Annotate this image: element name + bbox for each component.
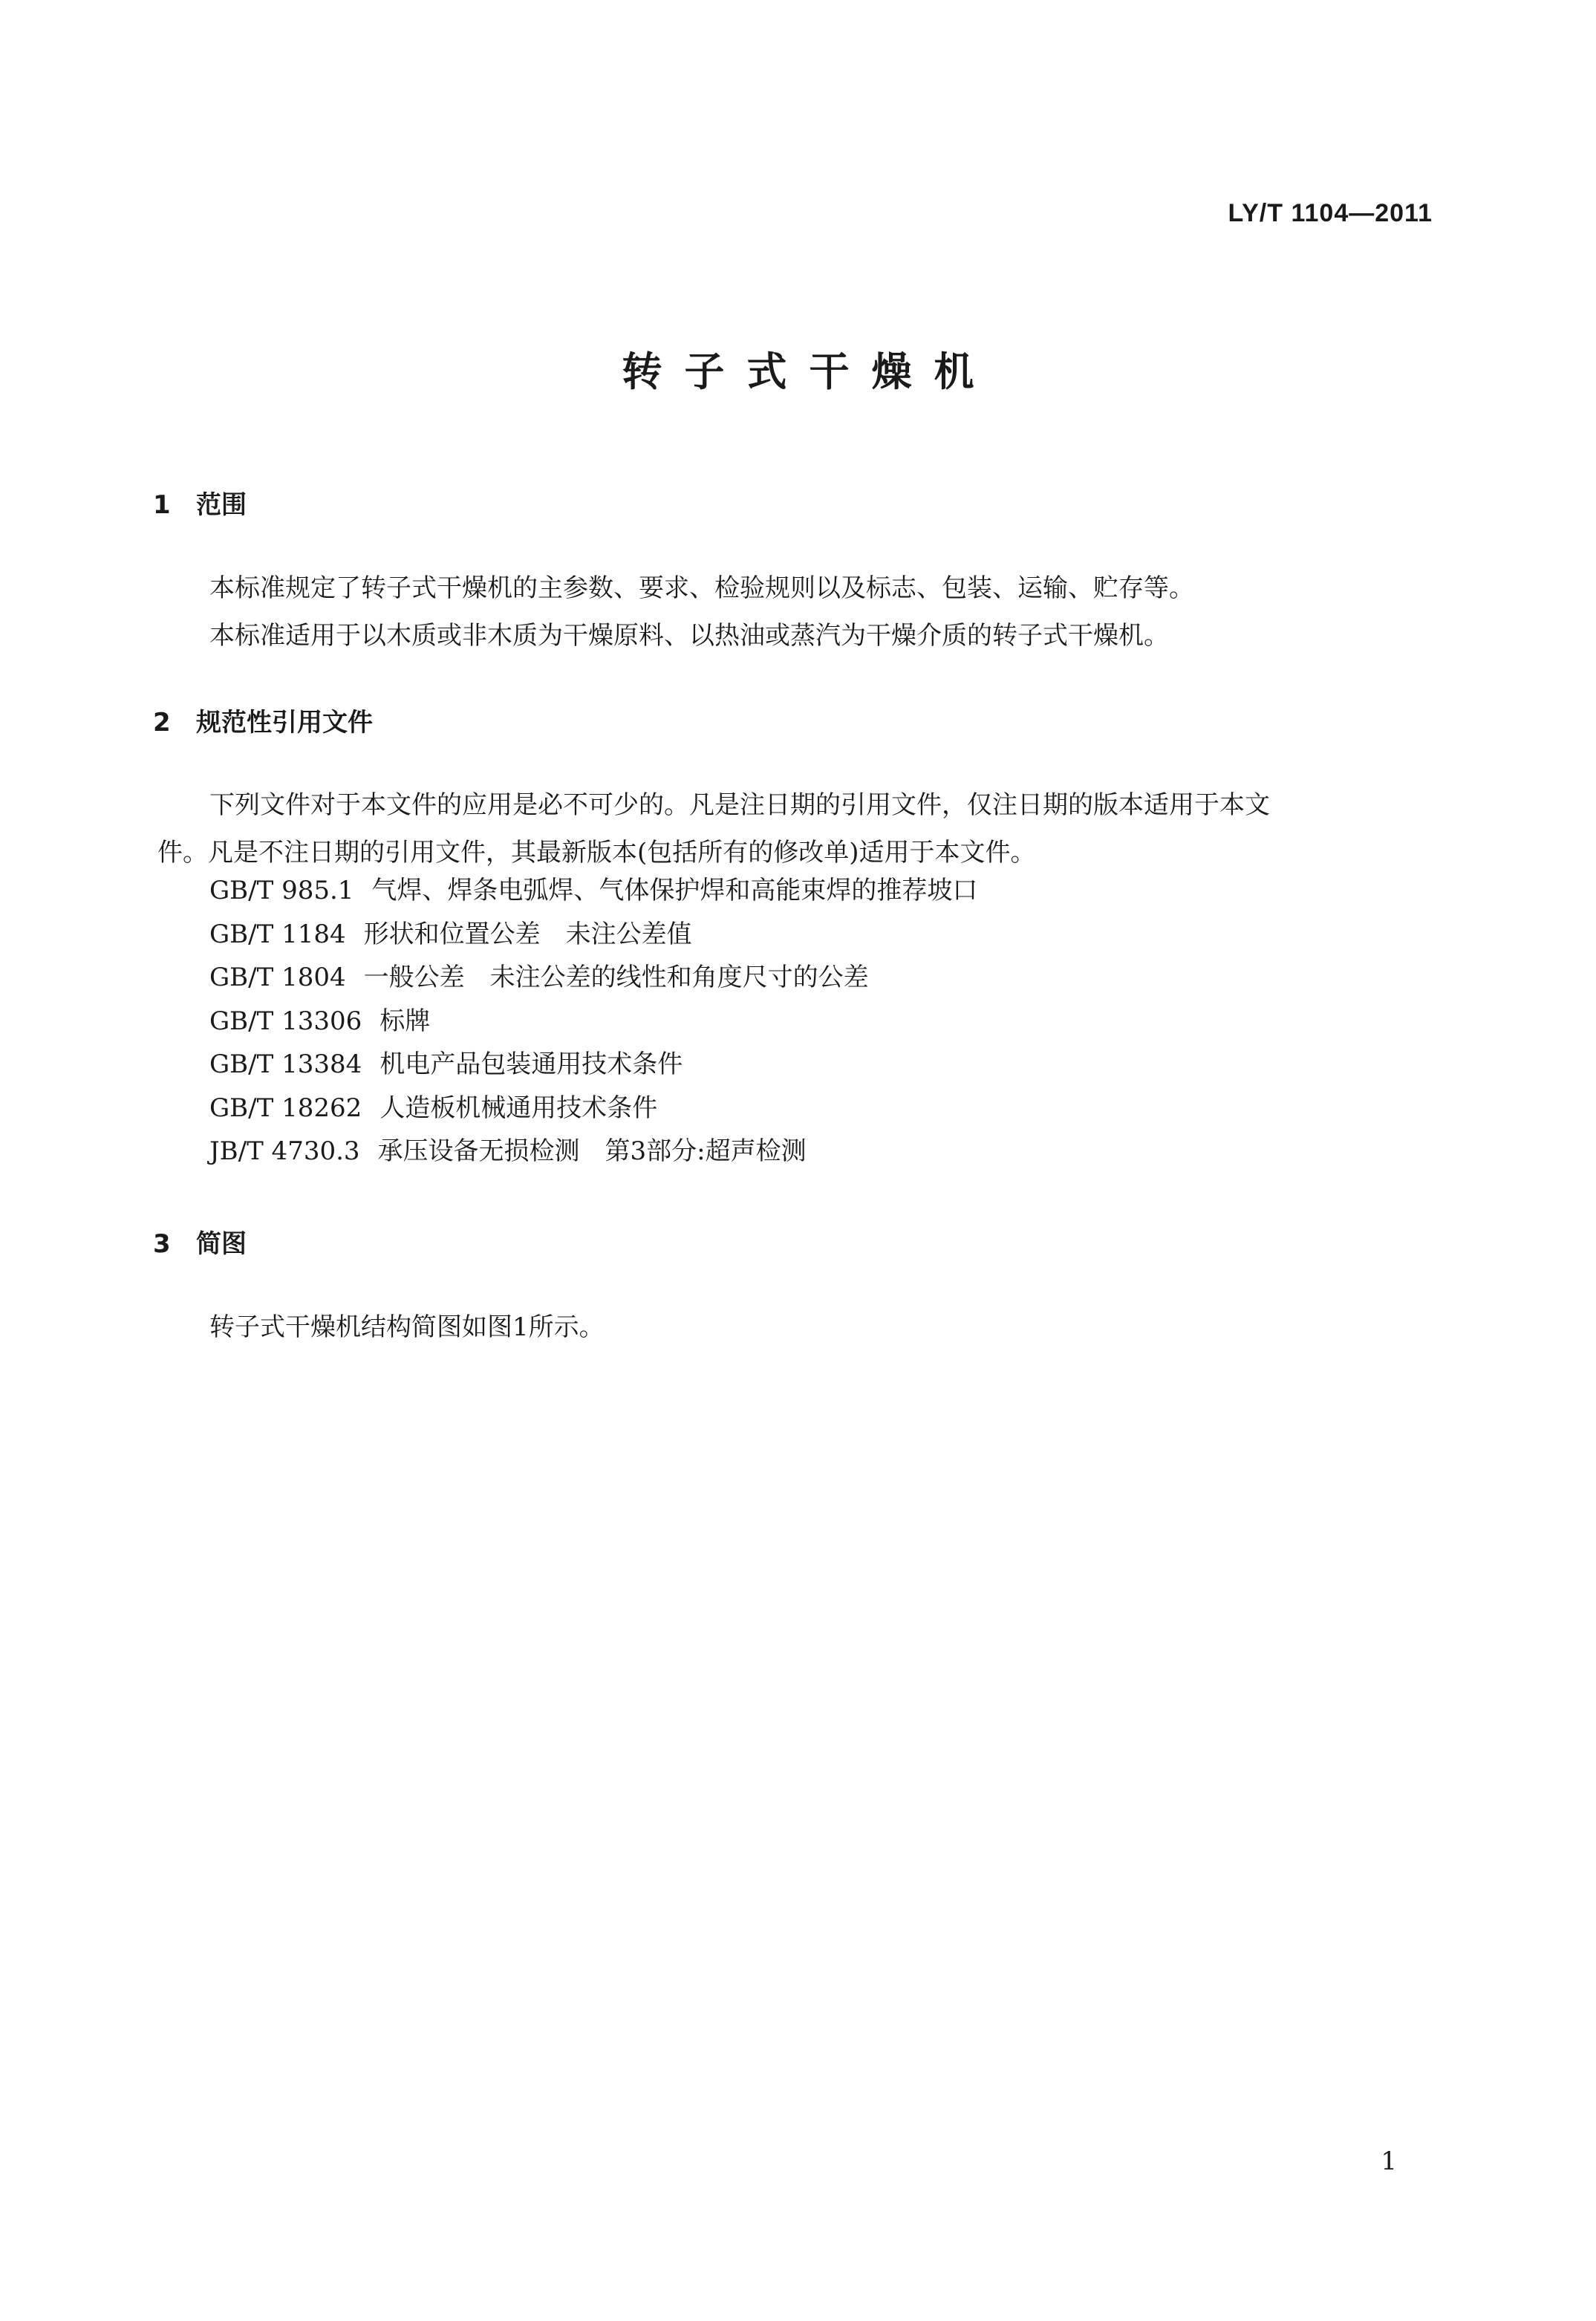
section-number: 2 (153, 708, 171, 738)
section-number: 1 (153, 490, 171, 520)
reference-item (209, 869, 977, 913)
reference-item (209, 1130, 977, 1173)
section-1-body (157, 564, 1435, 660)
section-2-intro (157, 781, 1435, 876)
reference-code: GB/T 1184 (209, 919, 346, 949)
section-1-heading (153, 484, 247, 521)
section-number: 3 (153, 1229, 171, 1259)
standard-code: LY/T 1104—2011 (1228, 199, 1433, 227)
reference-title: 机电产品包装通用技术条件 (380, 1049, 683, 1079)
reference-code: GB/T 1804 (209, 963, 346, 992)
paragraph: 本标准适用于以木质或非木质为干燥原料、以热油或蒸汽为干燥介质的转子式干燥机。 (209, 621, 1169, 651)
intro-line: 件。凡是不注日期的引用文件，其最新版本(包括所有的修改单)适用于本文件。 (157, 838, 1036, 867)
reference-title: 气焊、焊条电弧焊、气体保护焊和高能束焊的推荐坡口 (371, 876, 978, 905)
section-3-body (157, 1303, 1435, 1351)
paragraph: 本标准规定了转子式干燥机的主参数、要求、检验规则以及标志、包装、运输、贮存等。 (209, 573, 1194, 603)
section-title: 规范性引用文件 (196, 708, 373, 738)
reference-item (209, 956, 977, 1000)
reference-code: GB/T 18262 (209, 1093, 362, 1123)
document-title: 转子式干燥机 (622, 348, 997, 395)
reference-list (209, 869, 977, 1173)
reference-item (209, 913, 977, 957)
reference-code: JB/T 4730.3 (209, 1136, 360, 1166)
reference-item (209, 1043, 977, 1087)
reference-title: 标牌 (380, 1006, 431, 1036)
reference-code: GB/T 13384 (209, 1049, 362, 1079)
reference-title: 承压设备无损检测 第3部分:超声检测 (377, 1136, 807, 1166)
section-title: 范围 (196, 490, 247, 520)
reference-title: 形状和位置公差 未注公差值 (363, 919, 692, 949)
section-2-heading (153, 702, 373, 738)
paragraph: 转子式干燥机结构简图如图1所示。 (209, 1312, 605, 1342)
section-title: 简图 (196, 1229, 247, 1259)
reference-title: 一般公差 未注公差的线性和角度尺寸的公差 (363, 963, 869, 992)
page-number: 1 (1381, 2146, 1397, 2176)
reference-code: GB/T 985.1 (209, 876, 354, 905)
reference-item (209, 1000, 977, 1044)
section-3-heading (153, 1223, 247, 1260)
reference-title: 人造板机械通用技术条件 (380, 1093, 658, 1123)
reference-item (209, 1087, 977, 1130)
intro-line: 下列文件对于本文件的应用是必不可少的。凡是注日期的引用文件，仅注日期的版本适用于本文 (209, 790, 1270, 820)
reference-code: GB/T 13306 (209, 1006, 362, 1036)
